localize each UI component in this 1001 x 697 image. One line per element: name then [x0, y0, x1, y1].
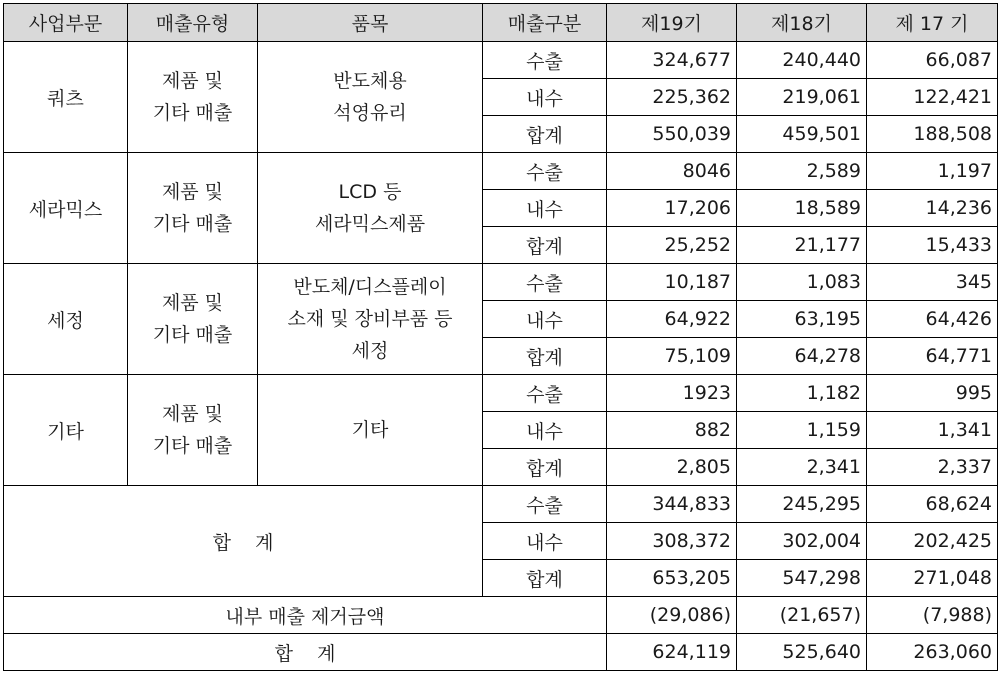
header-period-18: 제18기	[737, 4, 867, 42]
sales-type-cell: 제품 및 기타 매출	[128, 42, 258, 153]
table-row	[4, 264, 998, 301]
table-row	[4, 42, 998, 79]
value-18: 547,298	[737, 560, 867, 597]
value-19: 25,252	[607, 227, 737, 264]
value-17: 188,508	[867, 116, 998, 153]
value-18: 18,589	[737, 190, 867, 227]
value-17: 15,433	[867, 227, 998, 264]
header-sales-type: 매출유형	[128, 4, 258, 42]
item-cell: 기타	[258, 375, 483, 486]
category-cell: 수출	[483, 264, 607, 301]
division-cell: 세라믹스	[4, 153, 128, 264]
category-cell: 합계	[483, 116, 607, 153]
value-17: (7,988)	[867, 597, 998, 634]
value-17: 14,236	[867, 190, 998, 227]
category-cell: 수출	[483, 375, 607, 412]
value-18: 219,061	[737, 79, 867, 116]
value-18: 63,195	[737, 301, 867, 338]
grand-total-label: 합 계	[4, 634, 607, 671]
category-cell: 합계	[483, 227, 607, 264]
item-cell: LCD 등 세라믹스제품	[258, 153, 483, 264]
value-19: 624,119	[607, 634, 737, 671]
division-cell: 기타	[4, 375, 128, 486]
value-17: 995	[867, 375, 998, 412]
value-18: 459,501	[737, 116, 867, 153]
category-cell: 수출	[483, 153, 607, 190]
value-19: 225,362	[607, 79, 737, 116]
header-division: 사업부문	[4, 4, 128, 42]
value-19: 550,039	[607, 116, 737, 153]
value-19: 344,833	[607, 486, 737, 523]
value-17: 263,060	[867, 634, 998, 671]
header-sales-category: 매출구분	[483, 4, 607, 42]
value-17: 271,048	[867, 560, 998, 597]
header-row	[4, 4, 998, 42]
value-17: 66,087	[867, 42, 998, 79]
header-item: 품목	[258, 4, 483, 42]
category-cell: 내수	[483, 79, 607, 116]
value-19: 2,805	[607, 449, 737, 486]
division-cell: 쿼츠	[4, 42, 128, 153]
value-18: 2,341	[737, 449, 867, 486]
sales-type-cell: 제품 및 기타 매출	[128, 264, 258, 375]
category-cell: 내수	[483, 412, 607, 449]
value-18: 1,182	[737, 375, 867, 412]
category-cell: 내수	[483, 523, 607, 560]
category-cell: 내수	[483, 190, 607, 227]
value-19: 10,187	[607, 264, 737, 301]
sales-type-cell: 제품 및 기타 매출	[128, 375, 258, 486]
value-19: 8046	[607, 153, 737, 190]
category-cell: 합계	[483, 560, 607, 597]
item-cell: 반도체용 석영유리	[258, 42, 483, 153]
value-18: 1,083	[737, 264, 867, 301]
value-19: 75,109	[607, 338, 737, 375]
elimination-label: 내부 매출 제거금액	[4, 597, 607, 634]
category-cell: 합계	[483, 449, 607, 486]
value-19: 653,205	[607, 560, 737, 597]
value-17: 1,197	[867, 153, 998, 190]
division-cell: 세정	[4, 264, 128, 375]
subtotal-label: 합 계	[4, 486, 483, 597]
category-cell: 수출	[483, 486, 607, 523]
value-18: (21,657)	[737, 597, 867, 634]
value-17: 122,421	[867, 79, 998, 116]
value-19: 308,372	[607, 523, 737, 560]
value-19: 1923	[607, 375, 737, 412]
value-18: 525,640	[737, 634, 867, 671]
subtotal-row	[4, 486, 998, 523]
header-period-19: 제19기	[607, 4, 737, 42]
value-17: 64,426	[867, 301, 998, 338]
sales-type-cell: 제품 및 기타 매출	[128, 153, 258, 264]
value-19: 17,206	[607, 190, 737, 227]
value-17: 345	[867, 264, 998, 301]
value-18: 64,278	[737, 338, 867, 375]
value-18: 1,159	[737, 412, 867, 449]
grand-total-row	[4, 634, 998, 671]
value-18: 302,004	[737, 523, 867, 560]
value-19: 324,677	[607, 42, 737, 79]
value-18: 21,177	[737, 227, 867, 264]
elimination-row	[4, 597, 998, 634]
value-19: 64,922	[607, 301, 737, 338]
category-cell: 수출	[483, 42, 607, 79]
value-17: 2,337	[867, 449, 998, 486]
item-cell: 반도체/디스플레이 소재 및 장비부품 등 세정	[258, 264, 483, 375]
header-period-17: 제 17 기	[867, 4, 998, 42]
value-18: 2,589	[737, 153, 867, 190]
table-row	[4, 153, 998, 190]
value-17: 68,624	[867, 486, 998, 523]
sales-table	[3, 3, 998, 671]
value-19: 882	[607, 412, 737, 449]
value-17: 202,425	[867, 523, 998, 560]
value-19: (29,086)	[607, 597, 737, 634]
value-17: 64,771	[867, 338, 998, 375]
value-18: 245,295	[737, 486, 867, 523]
table-row	[4, 375, 998, 412]
value-17: 1,341	[867, 412, 998, 449]
category-cell: 합계	[483, 338, 607, 375]
value-18: 240,440	[737, 42, 867, 79]
category-cell: 내수	[483, 301, 607, 338]
